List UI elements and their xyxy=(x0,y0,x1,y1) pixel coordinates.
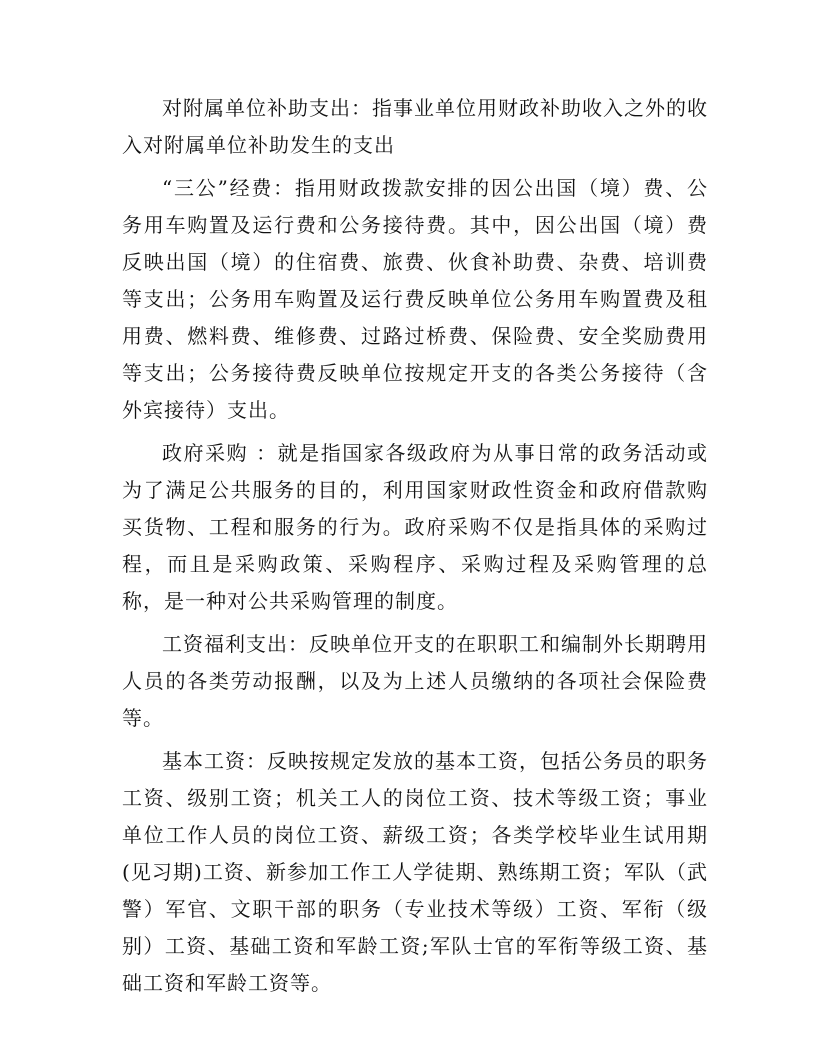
paragraph-three-public-expenses: “三公”经费：指用财政拨款安排的因公出国（境）费、公务用车购置及运行费和公务接待费。其中，因公出国（境）费反映出国（境）的住宿费、旅费、伙食补助费、杂费、培训费等支出；公务用车购置及运行费反映单位公务用车购置费及租用费、燃料费、维修费、过路过桥费、保险费、安全奖励费用等支出；公务接待费反映单位按规定开支的各类公务接待（含外宾接待）支出。 xyxy=(122,176,708,422)
paragraph-affiliated-unit-subsidy: 对附属单位补助支出：指事业单位用财政补助收入之外的收入对附属单位补助发生的支出 xyxy=(122,96,708,157)
document-page xyxy=(122,90,708,1008)
paragraph-wage-welfare-expenditure: 工资福利支出：反映单位开支的在职职工和编制外长期聘用人员的各类劳动报酬，以及为上述人员缴纳的各项社会保险费等。 xyxy=(122,632,708,730)
paragraph-basic-wage: 基本工资：反映按规定发放的基本工资，包括公务员的职务工资、级别工资；机关工人的岗位工资、技术等级工资；事业单位工作人员的岗位工资、薪级工资；各类学校毕业生试用期(见习期)工资、新参加工作工人学徒期、熟练期工资；军队（武警）军官、文职干部的职务（专业技术等级）工资、军衔（级别）工资、基础工资和军龄工资;军队士官的军衔等级工资、基础工资和军龄工资等。 xyxy=(122,749,708,995)
paragraph-government-procurement: 政府采购 ：就是指国家各级政府为从事日常的政务活动或为了满足公共服务的目的，利用国家财政性资金和政府借款购买货物、工程和服务的行为。政府采购不仅是指具体的采购过程，而且是采购政策、采购程序、采购过程及采购管理的总称，是一种对公共采购管理的制度。 xyxy=(122,441,708,613)
